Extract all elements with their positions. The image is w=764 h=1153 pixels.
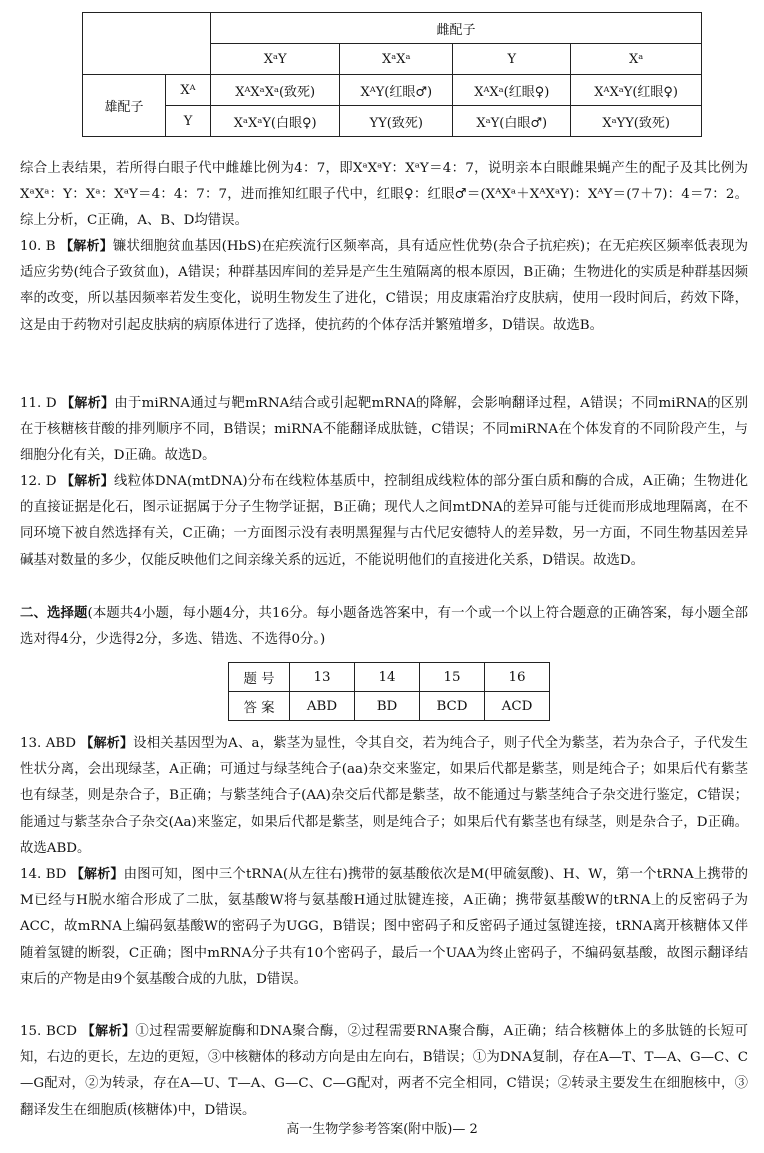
offspring-cell: YY(致死) (340, 106, 453, 137)
male-gamete-header: 雄配子 (83, 75, 166, 137)
q12-explanation (20, 469, 748, 574)
female-gamete: Y (453, 44, 571, 75)
analysis-tag: 【解析】 (60, 239, 113, 254)
answer-cell: BCD (420, 692, 485, 721)
explanation-text: ①过程需要解旋酶和DNA聚合酶，②过程需要RNA聚合酶，A正确；结合核糖体上的多肽链的长短可知，右边的更长，左边的更短，③中核糖体的移动方向是由左向右，B错误；①为DNA复制，存在A—T、T—A、G—C、C—G配对，②为转录，存在A—U、T—A、G—C、C—G配对，两者不完全相同，C错误；②转录主要发生在细胞核中，③翻译发生在细胞质(核糖体)中，D错误。 (20, 1024, 748, 1118)
question-number: 13. ABD (20, 736, 76, 751)
analysis-tag: 【解析】 (70, 867, 124, 882)
gamete-cross-table (82, 12, 702, 137)
section-instructions: (本题共4小题，每小题4分，共16分。每小题备选答案中，有一个或一个以上符合题意的正确答案，每小题全部选对得4分，少选得2分，多选、错选、不选得0分。) (20, 606, 748, 648)
explanation-text: 由于miRNA通过与靶mRNA结合或引起靶mRNA的降解，会影响翻译过程，A错误；不同miRNA的区别在于核糖核苷酸的排列顺序不同，B错误；miRNA不能翻译成肽链，C错误；不同miRNA在个体发育的不同阶段产生，与细胞分化有关，D正确。故选D。 (20, 396, 748, 464)
question-number: 12. D (20, 474, 57, 489)
analysis-tag: 【解析】 (61, 396, 115, 411)
q13-explanation (20, 731, 748, 862)
question-number: 14. BD (20, 867, 67, 882)
answer-cell: ABD (290, 692, 355, 721)
q14-explanation (20, 862, 748, 993)
q9-summary: 综合上表结果，若所得白眼子代中雌雄比例为4：7，即XᵃXᵃY：XᵃY＝4：7，说明亲本白眼雌果蝇产生的配子及其比例为XᵃXᵃ：Y：Xᵃ：XᵃY＝4：4：7：7，进而推知红眼子代中，红眼♀：红眼♂＝(XᴬXᵃ＋XᴬXᵃY)：XᴬY＝(7＋7)：4＝7：2。综上分析，C正确，A、B、D均错误。 (20, 161, 748, 229)
page-footer: 高一生物学参考答案(附中版)— 2 (286, 1122, 478, 1137)
question-number-cell: 15 (420, 663, 485, 692)
question-number: 10. B (20, 239, 56, 254)
question-number-cell: 14 (355, 663, 420, 692)
answer-table (228, 662, 550, 721)
female-gamete-header: 雌配子 (211, 13, 702, 44)
question-number-cell: 13 (290, 663, 355, 692)
q15-explanation (20, 1019, 748, 1124)
explanation-text: 由图可知，图中三个tRNA(从左往右)携带的氨基酸依次是M(甲硫氨酸)、H、W，第一个tRNA上携带的M已经与H脱水缩合形成了二肽，氨基酸W将与氨基酸H通过肽键连接，A正确；携带氨基酸W的tRNA上的反密码子为ACC，故mRNA上编码氨基酸W的密码子为UGG，B错误；图中密码子和反密码子通过氢键连接，tRNA离开核糖体又伴随着氢键的断裂，C正确；图中mRNA分子共有10个密码子，最后一个UAA为终止密码子，不编码氨基酸，故图示翻译结束后的产物是由9个氨基酸合成的九肽，D错误。 (20, 867, 748, 987)
question-number: 11. D (20, 396, 57, 411)
answer-table-row-label: 题 号 (229, 663, 290, 692)
explanation-text: 镰状细胞贫血基因(HbS)在疟疾流行区频率高，具有适应性优势(杂合子抗疟疾)；在无疟疾区频率低表现为适应劣势(纯合子致贫血)，A错误；种群基因库间的差异是产生生殖隔离的根本原因，B正确；生物进化的实质是种群基因频率的改变，所以基因频率若发生变化，说明生物发生了进化，C错误；用皮康霜治疗皮肤病，使用一段时间后，药效下降，这是由于药物对引起皮肤病的病原体进行了选择，使抗药的个体存活并繁殖增多，D错误。故选B。 (20, 239, 748, 333)
answer-cell: BD (355, 692, 420, 721)
offspring-cell: XᵃXᵃY(白眼♀) (211, 106, 340, 137)
q10-explanation (20, 234, 748, 339)
section-2-heading (20, 601, 748, 653)
offspring-cell: XᴬY(红眼♂) (340, 75, 453, 106)
offspring-cell: XᴬXᵃY(红眼♀) (571, 75, 702, 106)
male-gamete: Y (166, 106, 211, 137)
female-gamete: XᵃXᵃ (340, 44, 453, 75)
offspring-cell: XᴬXᵃXᵃ(致死) (211, 75, 340, 106)
explanation-text: 设相关基因型为A、a，紫茎为显性，令其自交，若为纯合子，则子代全为紫茎，若为杂合子，子代发生性状分离，会出现绿茎，A正确；可通过与绿茎纯合子(aa)杂交来鉴定，如果后代都是紫茎，则是纯合子；如果后代有紫茎也有绿茎，则是杂合子，B正确；与紫茎纯合子(AA)杂交后代都是紫茎，故不能通过与紫茎纯合子杂交进行鉴定，C错误；能通过与紫茎杂合子杂交(Aa)来鉴定，如果后代都是紫茎，则是纯合子；如果后代有紫茎也有绿茎，则是杂合子，D正确。故选ABD。 (20, 736, 748, 856)
q11-explanation (20, 391, 748, 470)
female-gamete: Xᵃ (571, 44, 702, 75)
offspring-cell: XᵃYY(致死) (571, 106, 702, 137)
table-corner (83, 13, 211, 75)
section-title: 二、选择题 (20, 606, 88, 621)
answer-cell: ACD (485, 692, 550, 721)
offspring-cell: XᴬXᵃ(红眼♀) (453, 75, 571, 106)
offspring-cell: XᵃY(白眼♂) (453, 106, 571, 137)
analysis-tag: 【解析】 (81, 1024, 136, 1039)
male-gamete: Xᴬ (166, 75, 211, 106)
question-number: 15. BCD (20, 1024, 78, 1039)
analysis-tag: 【解析】 (80, 736, 134, 751)
question-number-cell: 16 (485, 663, 550, 692)
analysis-tag: 【解析】 (61, 474, 114, 489)
explanation-text: 线粒体DNA(mtDNA)分布在线粒体基质中，控制组成线粒体的部分蛋白质和酶的合成，A正确；生物进化的直接证据是化石，图示证据属于分子生物学证据，B正确；现代人之间mtDNA的差异可能与迁徙而形成地理隔离，在不同环境下被自然选择有关，C正确；一方面图示没有表明黑猩猩与古代尼安德特人的差异数，另一方面，不同生物基因差异碱基对数量的多少，仅能反映他们之间亲缘关系的远近，不能说明他们的直接进化关系，D错误。故选D。 (20, 474, 748, 568)
female-gamete: XᵃY (211, 44, 340, 75)
answer-table-row-label: 答 案 (229, 692, 290, 721)
